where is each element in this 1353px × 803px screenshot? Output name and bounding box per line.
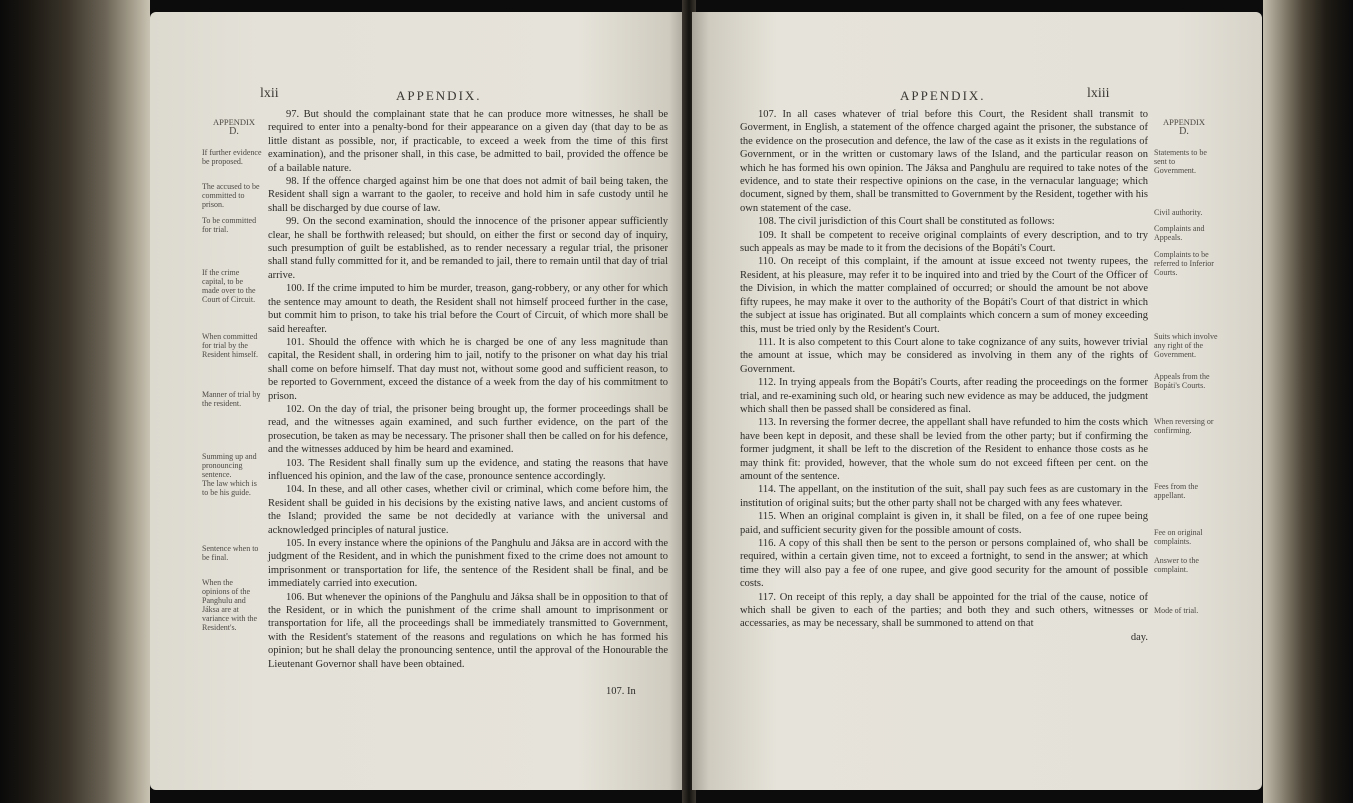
paragraph: 107. In all cases whatever of trial before this Court, the Resident shall transmit to Goverment, in English, a statement of the offence charged againt the prisoner, the substance of the evidence on the prosecution and defence, the law of the case as it exists in the regulations of Government, or in the written or customary laws of the Island, and the particular reason on which he has formed his own opinion. The Jáksa and Panghulu are required to take notes of the evidence, and to state their respective opinions on the case, in the vernacular language; which document, signed by them, shall be transmitted to Government by the Resident, together with his own statement of the case. <box>740 109 1148 214</box>
running-head: APPENDIX. <box>396 88 482 103</box>
side-note: Complaints to be referred to Inferior Courts. <box>1154 250 1214 277</box>
paragraph: 104. In these, and all other cases, whether civil or criminal, which come before him, the Resident shall be guided in his decisions by the existing native laws, and ancient customs of the Island; provided the same be not decidedly at variance with the universal and acknowledged principles of natural justice. <box>268 484 668 536</box>
paragraph: 113. In reversing the former decree, the appellant shall have refunded to him the costs which have been kept in deposit, and these shall be levied from the other party; but if confirming the former judgment, it shall be left to the discretion of the Resident to enhance those costs as he may think fit: provided, however, that the whole sum do not exceed fifteen per cent. on the amount of the sentence. <box>740 417 1148 482</box>
paragraph: 114. The appellant, on the institution of the suit, shall pay such fees as are customary in the institution of original suits; but the other party shall not be charged with any fees whatever. <box>740 484 1148 509</box>
side-note: Appeals from the Bopáti's Courts. <box>1154 372 1210 390</box>
paragraph: 115. When an original complaint is given in, it shall be filed, on a fee of one rupee being paid, and sufficient security given for the possible amount of costs. <box>740 511 1148 536</box>
side-note: When reversing or confirming. <box>1154 417 1214 435</box>
catchword: day. <box>1130 631 1148 643</box>
side-note: If the crime capital, to be made over to the Court of Circuit. <box>202 268 256 304</box>
paragraph: 101. Should the offence with which he is charged be one of any less magnitude than capital, the Resident shall, in ordering him to jail, notify to the prisoner on what day his trial shall come on before himself. That day must not, without some good and sufficient reason, to be reported to Government, exceed the distance of a week from the day of his commitment to prison. <box>268 336 668 402</box>
paragraph: 109. It shall be competent to receive original complaints of every description, and to try such appeals as may be made to it from the decisions of the Bopáti's Court. <box>740 229 1148 255</box>
side-note: Mode of trial. <box>1154 606 1199 615</box>
appendix-letter: D. <box>1179 126 1189 137</box>
side-note: When the opinions of the Panghulu and Jáksa are at variance with the Resident's. <box>202 578 258 632</box>
side-note: Statements to be sent to Government. <box>1154 148 1207 175</box>
side-note: When committed for trial by the Resident himself. <box>202 332 258 359</box>
side-note: Fees from the appellant. <box>1154 482 1198 500</box>
page-number: lxii <box>260 86 279 101</box>
right-page <box>692 12 1262 790</box>
right-body <box>740 108 1148 644</box>
paragraph: 110. On receipt of this complaint, if the amount at issue exceed not twenty rupees, the Resident, at his pleasure, may refer it to be inquired into and tried by the Court of the Officer of the Division, in which the matter complained of occurred; or should the amount be not above fifty rupees, he may make it over to the authority of the Bopáti's Court of that district in which the subject at issue has originated. But all complaints which concern a sum of money exceeding this, must be tried only by the Resident's Court. <box>740 256 1148 335</box>
paragraph: 99. On the second examination, should the innocence of the prisoner appear sufficiently clear, he shall be forthwith released; but should, on either the first or second day of inquiry, such presumption of guilt be established, as to render necessary a regular trial, the prisoner shall stand fully committed for it, and be remanded to jail, there to remain until that day of trial arrive. <box>268 216 668 281</box>
paragraph: 102. On the day of trial, the prisoner being brought up, the former proceedings shall be read, and the witnesses again examined, and such further evidence, on the part of the prosecution, be taken as may be necessary. The prisoner shall then be called on for his defence, and the witnesses adduced by him be heard and examined. <box>268 403 668 456</box>
paragraph: 111. It is also competent to this Court alone to take cognizance of any suits, however trivial the amount at issue, which may be considered as involving in them any of the rights of Government. <box>740 336 1148 375</box>
appendix-letter: D. <box>229 126 239 137</box>
side-note: Answer to the complaint. <box>1154 556 1199 574</box>
paragraph: 106. But whenever the opinions of the Panghulu and Jáksa shall be in opposition to that of the Resident, or in which the punishment of the crime shall amount to imprisonment or transportation for life, all the proceedings shall be immediately transmitted to Government, with the Resident's statement of the reasons and regulations on which he has formed his opinion; but he shall delay the pronouncing sentence, until the approval of the Honourable the Lieutenant Governor shall have been obtained. <box>268 591 668 670</box>
left-body <box>268 108 668 671</box>
catchword: 107. In <box>606 686 636 697</box>
appendix-label-text: APPENDIX <box>1162 117 1206 127</box>
paragraph: 117. On receipt of this reply, a day shall be appointed for the trial of the cause, notice of which shall be given to each of the parties; and both they and such others, witnesses or accessaries, as may be necessary, shall be summoned to attend on that <box>740 591 1148 630</box>
side-note: Complaints and Appeals. <box>1154 224 1205 242</box>
paragraph: 98. If the offence charged against him be one that does not admit of bail being taken, the Resident shall sign a warrant to the gaoler, to receive and hold him in safe custody until he shall be discharged by due course of law. <box>268 176 668 214</box>
side-note: Suits which involve any right of the Government. <box>1154 332 1218 359</box>
paragraph: 112. In trying appeals from the Bopáti's Courts, after reading the proceedings on the former trial, and re-examining such old, or hearing such new evidence as may be adduced, the judgment which shall then be passed shall be considered as final. <box>740 377 1148 415</box>
right-page-stack <box>1263 0 1353 803</box>
side-note: Sentence when to be final. <box>202 544 259 562</box>
paragraph: 116. A copy of this shall then be sent to the person or persons complained of, who shall be required, within a certain given time, not to exceed a fortnight, to send in the answer; at which time they will also pay a fee of one rupee, and give good security for the amount of possible costs. <box>740 538 1148 590</box>
side-note: The accused to be committed to prison. <box>202 182 260 209</box>
paragraph: 105. In every instance where the opinions of the Panghulu and Jáksa are in accord with the judgment of the Resident, and in which the punishment fixed to the crime does not amount to imprisonment or transportation for life, the sentence of the Resident shall be final, and be immediately carried into execution. <box>268 538 668 590</box>
side-note: Civil authority. <box>1154 208 1203 217</box>
paragraph: 100. If the crime imputed to him be murder, treason, gang-robbery, or any other for which the sentence may amount to death, the Resident shall not himself proceed further in the case, but commit him to prison, to take his trial before the Court of Circuit, of which more shall be said hereafter. <box>268 283 668 335</box>
appendix-label <box>202 118 266 136</box>
running-head: APPENDIX. <box>900 88 986 103</box>
paragraph: 108. The civil jurisdiction of this Court shall be constituted as follows: <box>758 216 1055 228</box>
side-note: The law which is to be his guide. <box>202 479 257 497</box>
side-note: If further evidence be proposed. <box>202 148 262 166</box>
side-note: To be committed for trial. <box>202 216 257 234</box>
side-note: Manner of trial by the resident. <box>202 390 261 408</box>
left-page <box>150 12 685 790</box>
appendix-label <box>1154 118 1214 136</box>
paragraph: 103. The Resident shall finally sum up the evidence, and stating the reasons that have influenced his opinion, and the law of the case, pronounce sentence accordingly. <box>268 457 668 482</box>
left-page-stack <box>0 0 150 803</box>
page-number: lxiii <box>1087 86 1110 101</box>
side-note: Summing up and pronouncing sentence. <box>202 452 257 479</box>
appendix-label-text: APPENDIX <box>212 117 256 127</box>
side-note: Fee on original complaints. <box>1154 528 1203 546</box>
paragraph: 97. But should the complainant state that he can produce more witnesses, he shall be required to enter into a penalty-bond for their appearance on a given day (that day to be as little distant as possible, nor, if practicable, to exceed a week from the time of this first examination), and the prisoner shall, in this case, be admitted to bail, provided the offence be of a bailable nature. <box>268 109 668 174</box>
